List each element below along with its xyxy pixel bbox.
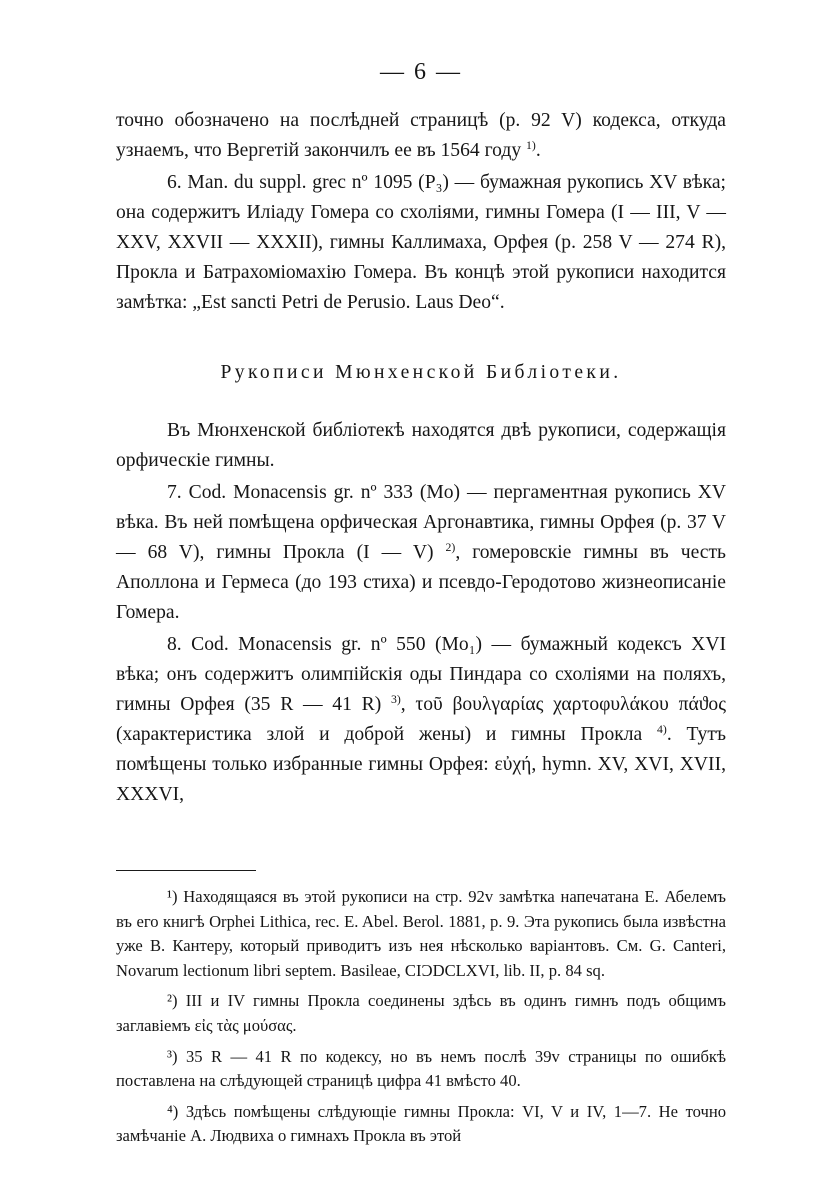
- footnote-2: [116, 989, 726, 1038]
- paragraph-text: 7. Cod. Monacensis gr. nº 333 (Mo) — пергаментная рукопись XV вѣка. Въ ней помѣщена орфическая Аргонавтика, гимны Орфея (p. 37 V — 68 V), гимны Прокла (I — V): [116, 482, 726, 563]
- paragraph-tail: . Тутъ помѣщены только избранные гимны Орфея: εὐχή, hymn. XV, XVI, XVII, XXXVI,: [116, 724, 727, 805]
- section-intro: [116, 416, 726, 476]
- footnote-divider: [116, 870, 256, 871]
- paragraph-tail: .: [535, 140, 541, 161]
- book-page: [116, 54, 726, 1174]
- paragraph-continuation: [116, 106, 726, 166]
- footnote-ref-4: 4): [657, 722, 667, 736]
- paragraph-text: 6. Man. du suppl. grec nº 1095 (P₃) — бумажная рукопись XV вѣка; она содержитъ Иліаду Гомера со схоліями, гимны Гомера (I — III, V — XXV, XXVII — XXXII), гимны Каллимаха, Орфея (p. 258 V — 274 R), Прокла и Батрахоміомахію Гомера. Въ концѣ этой рукописи находится замѣтка: „Est sancti Petri de Perusio. Laus Deo“.: [116, 172, 726, 313]
- footnote-4: [116, 1100, 726, 1149]
- footnote-text: Здѣсь помѣщены слѣдующіе гимны Прокла: VI, V и IV, 1—7. Не точно замѣчаніе А. Людвиха о гимнахъ Прокла въ этой: [116, 1101, 726, 1146]
- footnote-marker: ²): [167, 991, 178, 1011]
- footnote-ref-2: 2): [445, 540, 456, 554]
- footnote-marker: ¹): [167, 887, 178, 906]
- footnote-text: III и IV гимны Прокла соединены здѣсь въ одинъ гимнъ подъ общимъ заглавіемъ εἰς τὰς μούσας.: [116, 991, 726, 1035]
- footnote-text: 35 R — 41 R по кодексу, но въ немъ послѣ 39v страницы по ошибкѣ поставлена на слѣдующей страницѣ цифра 41 вмѣсто 40.: [116, 1046, 727, 1091]
- footnote-3: [116, 1045, 726, 1094]
- paragraph-middle: , τοῦ βουλγαρίας χαρτοφυλάκου πάϑος (характеристика злой и доброй жены) и гимны Прокла: [116, 694, 726, 745]
- footnote-ref-1: 1): [526, 138, 536, 152]
- paragraph-tail: , гомеровскіе гимны въ честь Аполлона и Гермеса (до 193 стиха) и псевдо-Геродотово жизнеописаніе Гомера.: [116, 542, 726, 623]
- section-heading: Рукописи Мюнхенской Библіотеки.: [220, 362, 622, 383]
- paragraph-item-7: [116, 478, 726, 628]
- footnote-ref-3: 3): [390, 692, 401, 706]
- paragraph-item-6: [116, 168, 726, 318]
- paragraph-text: точно обозначено на послѣдней страницѣ (p. 92 V) кодекса, откуда узнаемъ, что Вергетій закончилъ ее въ 1564 году: [116, 110, 726, 161]
- footnote-1: [116, 885, 726, 983]
- footnote-marker: ⁴): [167, 1101, 179, 1121]
- paragraph-text: Въ Мюнхенской библіотекѣ находятся двѣ рукописи, содержащія орфическіе гимны.: [116, 420, 726, 471]
- footnote-marker: ³): [167, 1046, 178, 1066]
- page-number: — 6 —: [380, 59, 462, 85]
- paragraph-item-8: [116, 630, 726, 810]
- paragraph-text: 8. Cod. Monacensis gr. nº 550 (Mo₁) — бумажный кодексъ XVI вѣка; онъ содержитъ олимпійскія оды Пиндара со схоліями на поляхъ, гимны Орфея (35 R — 41 R): [116, 634, 726, 715]
- footnote-text: Находящаяся въ этой рукописи на стр. 92v замѣтка напечатана E. Абелемъ въ его книгѣ Orphei Lithica, rec. E. Abel. Berol. 1881, p. 9. Эта рукопись была извѣстна уже B. Кантеру, который приводитъ изъ нея нѣсколько варіантовъ. См. G. Canteri, Novarum lectionum libri septem. Basileae, CIƆDCLXVI, lib. II, p. 84 sq.: [116, 887, 726, 980]
